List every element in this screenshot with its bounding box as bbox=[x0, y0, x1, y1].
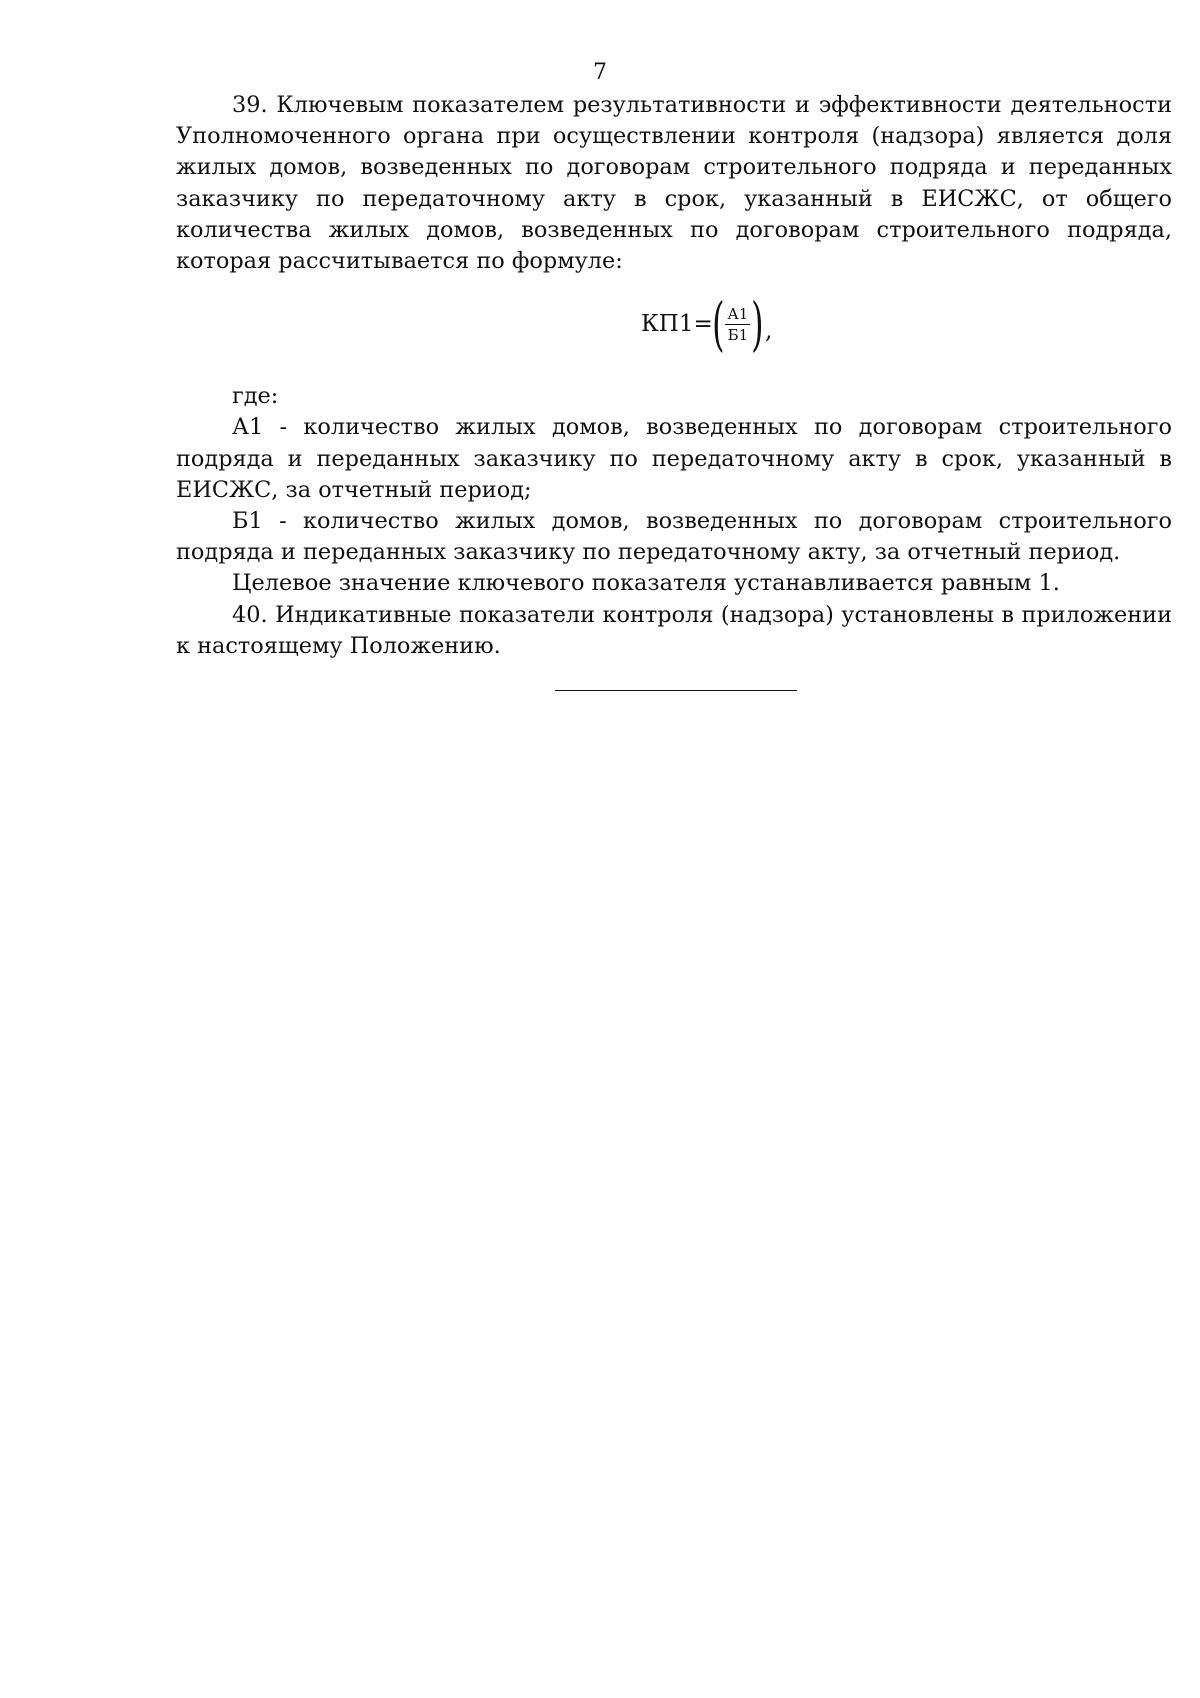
formula-open-paren: ( bbox=[711, 290, 725, 359]
formula-fraction bbox=[723, 305, 752, 344]
formula-kp1 bbox=[641, 290, 773, 359]
formula-close-paren: ) bbox=[751, 290, 764, 359]
paragraph-where: где: bbox=[232, 383, 279, 410]
paragraph-target-value: Целевое значение ключевого показателя устанавливается равным 1. bbox=[232, 570, 1060, 597]
end-divider-line bbox=[555, 690, 797, 691]
formula-lhs: КП1= bbox=[641, 310, 713, 337]
paragraph-39: 39. Ключевым показателем результативности и эффективности деятельности Уполномоченного органа при осуществлении контроля (надзора) является доля жилых домов, возведенных по договорам строительного подряда и переданных заказчику по передаточному акту в срок, указанный в ЕИСЖС, от общего количества жилых домов, возведенных по договорам строительного подряда, которая рассчитывается по формуле: bbox=[176, 92, 1172, 275]
formula-block bbox=[176, 277, 1172, 381]
paragraph-a1-definition: А1 - количество жилых домов, возведенных по договорам строительного подряда и переданных заказчику по передаточному акту в срок, указанный в ЕИСЖС, за отчетный период; bbox=[176, 414, 1172, 503]
formula-denominator: Б1 bbox=[727, 325, 749, 344]
document-body bbox=[176, 90, 1172, 662]
formula-trailing-comma: , bbox=[764, 318, 773, 345]
paragraph-40: 40. Индикативные показатели контроля (надзора) установлены в приложении к настоящему Положению. bbox=[176, 601, 1172, 659]
formula-numerator: А1 bbox=[727, 304, 749, 323]
paragraph-b1-definition: Б1 - количество жилых домов, возведенных по договорам строительного подряда и переданных заказчику по передаточному акту, за отчетный период. bbox=[176, 508, 1172, 566]
page-number: 7 bbox=[593, 60, 607, 85]
